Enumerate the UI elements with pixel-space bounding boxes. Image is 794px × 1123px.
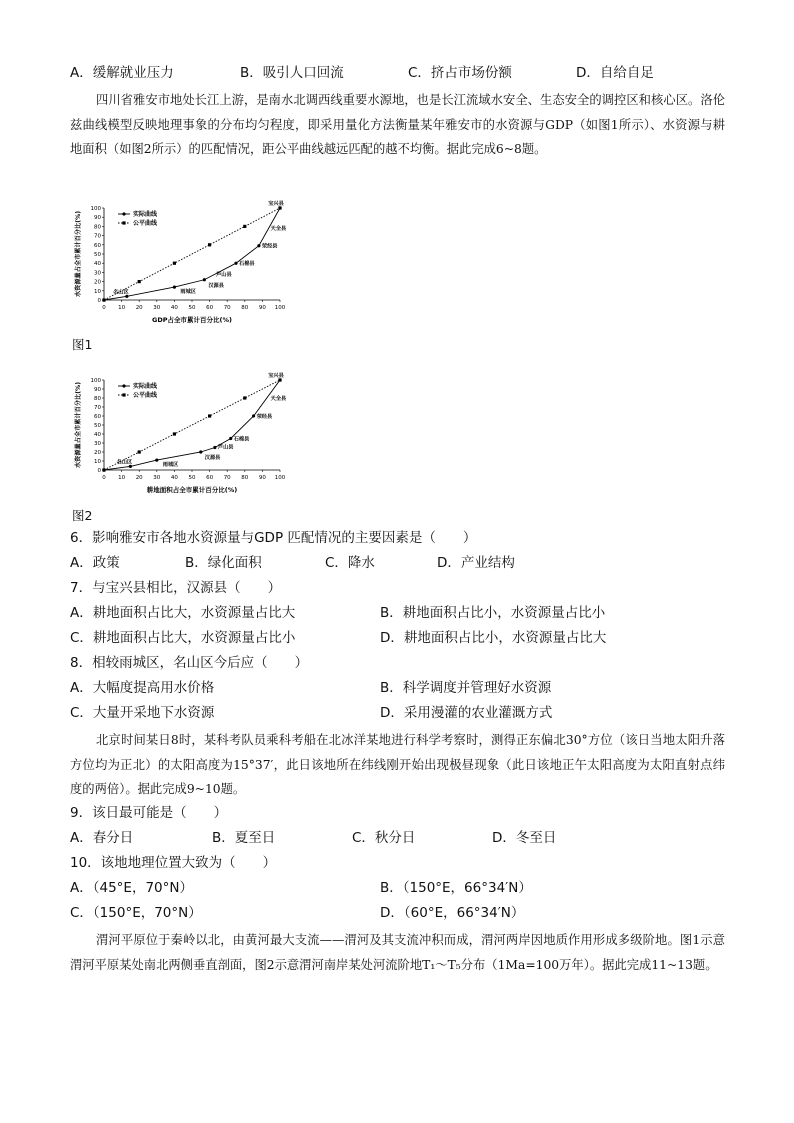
- chart1-y-tick-label: 10: [94, 288, 101, 295]
- figure-1-chart: [70, 198, 290, 332]
- chart2-y-tick-label: 60: [94, 414, 101, 420]
- chart2-fair-point: [243, 396, 246, 399]
- chart2-series-fair-line: [104, 380, 280, 470]
- chart1-annotation: 汉源县: [208, 282, 224, 289]
- q8-option-a: A．大幅度提高用水价格: [70, 680, 215, 696]
- intro-paragraph-9-10: 北京时间某日8时，某科考队员乘科考船在北冰洋某地进行科学考察时，测得正东偏北30°方位（该日当地太阳升落方位均为正北）的太阳高度为15°37′，此日该地所在纬线刚开始出现极昼现象（此日该地正午太阳高度为太阳直射点纬度的两倍）。据此完成9~10题。: [70, 733, 725, 796]
- chart2-x-axis-label: 耕地面积占全市累计百分比(%): [146, 486, 238, 494]
- chart1-x-tick-label: 100: [274, 305, 286, 311]
- chart2-y-tick-label: 30: [94, 441, 101, 447]
- chart2-y-tick-label: 20: [94, 450, 101, 456]
- chart2-fair-point: [138, 450, 141, 453]
- chart2-y-tick-label: 90: [94, 387, 101, 393]
- chart2-actual-point: [252, 414, 255, 417]
- chart2-x-tick-label: 10: [118, 475, 126, 481]
- chart1-legend-marker: [122, 221, 125, 224]
- chart2-legend-label: 实际曲线: [133, 383, 158, 390]
- figure-2-chart: [70, 370, 290, 502]
- chart2-actual-point: [229, 437, 232, 440]
- chart1-x-tick-label: 60: [206, 305, 214, 311]
- chart1-x-tick-label: 90: [258, 305, 266, 311]
- chart2-actual-point: [213, 446, 216, 449]
- q10-stem: 10．该地地理位置大致为（ ）: [70, 855, 277, 871]
- chart1-x-tick-label: 30: [153, 305, 161, 311]
- q9-stem: 9．该日最可能是（ ）: [70, 805, 228, 821]
- q7-option-b: B．耕地面积占比小，水资源量占比小: [380, 605, 606, 621]
- q9-option-d: D．冬至日: [492, 830, 557, 846]
- chart1-x-axis-label: GDP占全市累计百分比(%): [152, 316, 232, 324]
- chart2-fair-point: [173, 432, 176, 435]
- chart1-y-tick-label: 70: [94, 233, 101, 240]
- q8-stem: 8．相较雨城区，名山区今后应（ ）: [70, 655, 309, 671]
- chart2-y-tick-label: 100: [90, 378, 101, 384]
- chart2-legend-marker: [122, 393, 125, 396]
- q8-option-d: D．采用漫灌的农业灌溉方式: [380, 705, 553, 721]
- chart1-annotation: 雨城区: [180, 289, 196, 296]
- chart1-x-tick-label: 10: [118, 305, 126, 311]
- chart1-legend-label: 公平曲线: [133, 220, 158, 227]
- chart2-fair-point: [208, 414, 211, 417]
- chart2-x-tick-label: 80: [241, 475, 249, 481]
- chart2-annotation: 汉源县: [204, 455, 221, 461]
- chart2-y-tick-label: 80: [94, 396, 101, 402]
- chart1-annotation: 名山区: [113, 289, 129, 296]
- q10-option-d: D．（60°E，66°34′N）: [380, 905, 525, 921]
- figure-1-svg: [70, 198, 290, 328]
- chart2-annotation: 雨城区: [162, 462, 179, 469]
- q5-option-b: B．吸引人口回流: [240, 65, 344, 81]
- q10-option-b: B．（150°E，66°34′N）: [380, 880, 532, 896]
- q7-option-c: C．耕地面积占比大，水资源量占比小: [70, 630, 296, 646]
- q6-option-a: A．政策: [70, 555, 120, 571]
- chart2-actual-point: [199, 450, 202, 453]
- chart1-y-tick-label: 50: [94, 252, 101, 258]
- chart1-x-tick-label: 20: [135, 305, 143, 311]
- intro-paragraph-6-8: 四川省雅安市地处长江上游，是南水北调西线重要水源地，也是长江流域水安全、生态安全的调控区和核心区。洛伦兹曲线模型反映地理事象的分布均匀程度，即采用量化方法衡量某年雅安市的水资源与GDP（如图1所示）、水资源与耕地面积（如图2所示）的匹配情况，距公平曲线越远匹配的越不均衡。据此完成6~8题。: [70, 93, 725, 156]
- chart1-fair-point: [243, 225, 246, 228]
- chart2-actual-point: [155, 459, 158, 462]
- chart1-y-tick-label: 60: [94, 242, 101, 249]
- chart2-x-tick-label: 0: [102, 475, 106, 481]
- chart1-annotation: 荥经县: [261, 243, 278, 250]
- q10-option-a: A．（45°E，70°N）: [70, 880, 193, 896]
- figure-2-caption: 图2: [72, 508, 93, 523]
- q9-option-a: A．春分日: [70, 830, 134, 846]
- intro-paragraph-11-13: 渭河平原位于秦岭以北，由黄河最大支流——渭河及其支流冲积而成，渭河两岸因地质作用形成多级阶地。图1示意渭河平原某处南北两侧垂直剖面，图2示意渭河南岸某处河流阶地T₁～T₅分布（1Ma=100万年）。据此完成11~13题。: [70, 933, 725, 972]
- chart2-y-tick-label: 70: [94, 405, 101, 411]
- chart1-legend-label: 实际曲线: [133, 211, 158, 218]
- chart2-y-tick-label: 10: [94, 459, 101, 465]
- chart1-y-tick-label: 0: [97, 298, 101, 304]
- q7-option-a: A．耕地面积占比大，水资源量占比大: [70, 605, 296, 621]
- chart1-legend-marker: [122, 212, 125, 215]
- chart1-fair-point: [102, 298, 105, 301]
- figure-1-caption: 图1: [72, 337, 93, 352]
- q9-option-b: B．夏至日: [212, 830, 276, 846]
- chart1-y-tick-label: 40: [94, 261, 101, 268]
- chart1-y-tick-label: 80: [94, 224, 101, 231]
- chart2-legend-marker: [122, 384, 125, 387]
- chart1-actual-point: [257, 244, 260, 247]
- chart2-annotation: 芦山县: [217, 444, 234, 451]
- chart1-actual-point: [173, 286, 176, 289]
- chart2-legend-label: 公平曲线: [133, 392, 158, 399]
- chart2-y-tick-label: 0: [97, 468, 101, 474]
- chart2-x-tick-label: 70: [223, 475, 231, 481]
- chart2-annotation: 宝兴县: [268, 373, 284, 379]
- chart2-annotation: 天全县: [270, 396, 287, 402]
- chart1-x-tick-label: 0: [102, 305, 106, 311]
- chart2-x-tick-label: 60: [206, 475, 214, 481]
- chart1-y-tick-label: 100: [90, 206, 101, 212]
- chart2-x-tick-label: 40: [170, 475, 178, 481]
- chart2-y-tick-label: 40: [94, 432, 101, 438]
- chart2-y-tick-label: 50: [94, 423, 101, 429]
- chart2-annotation: 石棉县: [233, 436, 250, 443]
- chart1-x-tick-label: 80: [241, 305, 249, 311]
- chart2-x-tick-label: 50: [188, 475, 196, 481]
- q5-option-a: A．缓解就业压力: [70, 65, 174, 81]
- q9-option-c: C．秋分日: [352, 830, 416, 846]
- chart1-fair-point: [208, 243, 211, 246]
- chart2-annotation: 荥经县: [256, 414, 273, 420]
- chart1-series-fair-line: [104, 208, 280, 300]
- chart1-y-tick-label: 30: [94, 270, 101, 277]
- chart1-annotation: 宝兴县: [268, 201, 284, 207]
- q6-option-d: D．产业结构: [437, 555, 515, 571]
- chart2-x-tick-label: 100: [274, 475, 286, 481]
- chart1-y-axis-label: 水资源量占全市累计百分比(%): [75, 210, 82, 298]
- chart1-y-tick-label: 20: [94, 279, 101, 286]
- q8-option-b: B．科学调度并管理好水资源: [380, 680, 552, 696]
- chart1-y-tick-label: 90: [94, 215, 101, 222]
- chart2-annotation: 名山区: [116, 459, 133, 466]
- q7-option-d: D．耕地面积占比小，水资源量占比大: [380, 630, 607, 646]
- q7-stem: 7．与宝兴县相比，汉源县（ ）: [70, 580, 282, 596]
- chart2-y-axis-label: 水资源量占全市累计百分比(%): [75, 381, 82, 469]
- chart1-x-tick-label: 70: [223, 305, 231, 311]
- chart1-annotation: 芦山县: [216, 272, 232, 279]
- chart1-actual-point: [234, 262, 237, 265]
- q6-option-c: C．降水: [325, 555, 375, 571]
- chart2-fair-point: [102, 468, 105, 471]
- q5-option-c: C．挤占市场份额: [408, 65, 512, 81]
- chart1-fair-point: [138, 280, 141, 283]
- chart2-x-tick-label: 20: [135, 475, 143, 481]
- q10-option-c: C．（150°E，70°N）: [70, 905, 202, 921]
- chart1-actual-point: [203, 278, 206, 281]
- chart1-x-tick-label: 40: [170, 305, 178, 311]
- figure-2-svg: [70, 370, 290, 498]
- chart1-x-tick-label: 50: [188, 305, 196, 311]
- q5-option-d: D．自给自足: [576, 65, 654, 81]
- q6-stem: 6．影响雅安市各地水资源量与GDP 匹配情况的主要因素是（ ）: [70, 530, 477, 546]
- chart1-annotation: 天全县: [270, 226, 287, 233]
- chart2-x-tick-label: 90: [258, 475, 266, 481]
- q8-option-c: C．大量开采地下水资源: [70, 705, 215, 721]
- chart1-annotation: 石棉县: [239, 261, 255, 268]
- q6-option-b: B．绿化面积: [185, 555, 262, 571]
- chart2-x-tick-label: 30: [153, 475, 161, 481]
- chart1-fair-point: [173, 262, 176, 265]
